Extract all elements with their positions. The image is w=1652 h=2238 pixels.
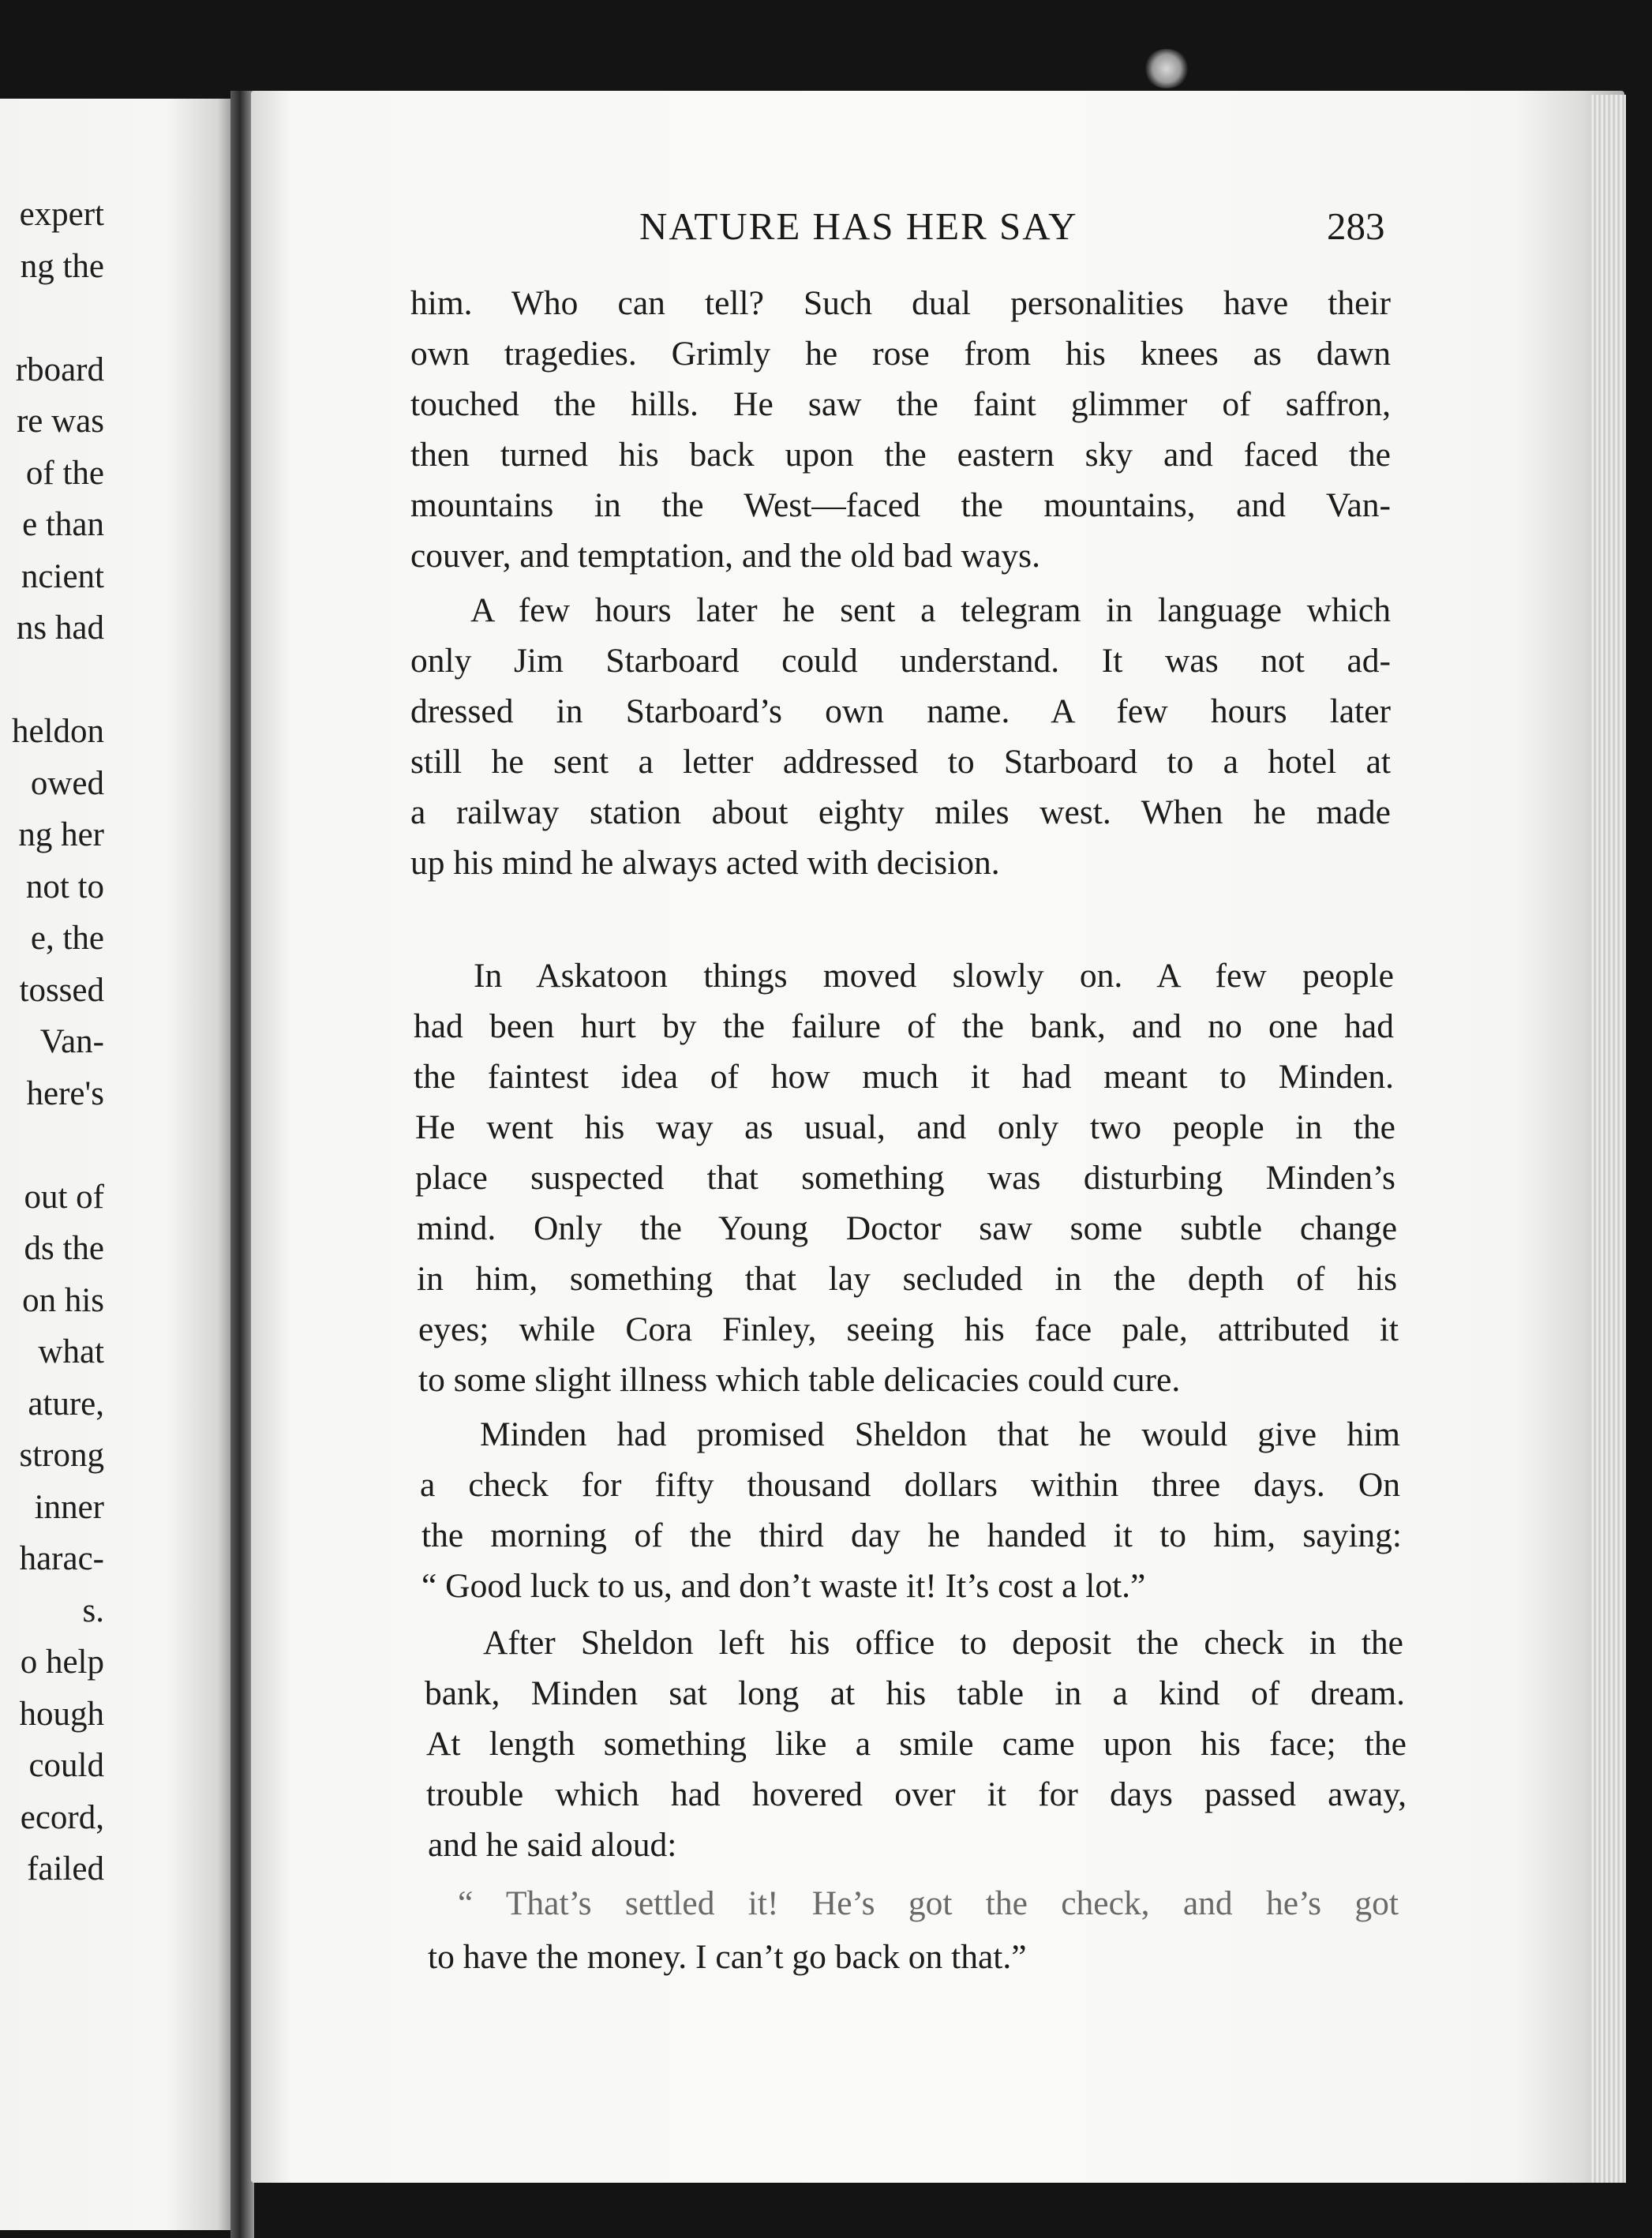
previous-page-line: on his — [22, 1281, 104, 1319]
text-line: bank, Minden sat long at his table in a kind of dream. — [425, 1674, 1405, 1712]
text-line: dressed in Starboard’s own name. A few hours later — [410, 692, 1391, 730]
text-line: and he said aloud: — [428, 1826, 677, 1864]
text-line: to some slight illness which table delicacies could cure. — [418, 1361, 1181, 1399]
previous-page-line: inner — [34, 1488, 104, 1526]
previous-page-line: e than — [22, 506, 104, 543]
previous-page-line: re was — [16, 403, 104, 440]
previous-page-line: out of — [24, 1178, 104, 1216]
text-line: mind. Only the Young Doctor saw some subtle change — [417, 1209, 1397, 1247]
text-line: eyes; while Cora Finley, seeing his face pale, attributed it — [418, 1310, 1399, 1348]
text-line: He went his way as usual, and only two people in the — [415, 1108, 1395, 1146]
previous-page-line: rboard — [15, 351, 104, 388]
previous-page-line: harac- — [19, 1540, 104, 1577]
text-line: place suspected that something was disturbing Minden’s — [415, 1159, 1395, 1197]
text-line: a check for fifty thousand dollars within three days. On — [420, 1466, 1400, 1504]
text-line: “ Good luck to us, and don’t waste it! It’s cost a lot.” — [421, 1567, 1146, 1605]
text-line: In Askatoon things moved slowly on. A few people — [474, 957, 1394, 995]
previous-page-line: owed — [30, 764, 104, 802]
previous-page-line: heldon — [11, 713, 104, 750]
text-line: in him, something that lay secluded in the depth of his — [417, 1260, 1397, 1298]
running-header: NATURE HAS HER SAY — [639, 204, 1078, 248]
text-line: had been hurt by the failure of the bank, and no one had — [414, 1007, 1394, 1045]
previous-page-line: failed — [27, 1850, 104, 1887]
text-line: to have the money. I can’t go back on that.” — [428, 1938, 1027, 1976]
previous-page-fragment — [0, 99, 237, 2230]
previous-page-line: ds the — [24, 1230, 104, 1267]
previous-page-line: ns had — [16, 609, 104, 647]
text-line: At length something like a smile came upon his face; the — [426, 1725, 1407, 1763]
previous-page-line: tossed — [19, 971, 104, 1009]
page-number: 283 — [1327, 204, 1385, 248]
previous-page-line: e, the — [30, 920, 104, 957]
previous-page-line: s. — [82, 1591, 104, 1629]
previous-page-line: o help — [20, 1644, 104, 1681]
previous-page-line: could — [28, 1747, 104, 1784]
dust-speck — [1143, 49, 1190, 88]
previous-page-line: Van- — [39, 1023, 104, 1060]
previous-page-line: strong — [19, 1437, 104, 1474]
text-line: the morning of the third day he handed it to him, saying: — [421, 1516, 1402, 1554]
previous-page-line: expert — [19, 196, 104, 233]
text-line: A few hours later he sent a telegram in language which — [470, 591, 1391, 629]
text-line: up his mind he always acted with decision. — [410, 844, 1000, 882]
previous-page-line: ecord, — [20, 1798, 104, 1836]
text-line: a railway station about eighty miles west. When he made — [410, 793, 1391, 831]
text-line: the faintest idea of how much it had meant to Minden. — [414, 1058, 1394, 1096]
text-line: mountains in the West—faced the mountains, and Van- — [410, 486, 1391, 524]
previous-page-line: ature, — [28, 1385, 104, 1423]
text-line: still he sent a letter addressed to Starboard to a hotel at — [410, 743, 1391, 781]
text-line: couver, and temptation, and the old bad ways. — [410, 537, 1040, 575]
previous-page-line: what — [38, 1333, 104, 1370]
previous-page-line: ng her — [18, 816, 104, 853]
page-edge — [1590, 95, 1626, 2183]
previous-page-line: ncient — [21, 557, 104, 595]
text-line: “ That’s settled it! He’s got the check, and he’s got — [458, 1884, 1399, 1922]
text-line: then turned his back upon the eastern sky and faced the — [410, 436, 1391, 474]
previous-page-line: here's — [26, 1074, 104, 1112]
text-line: Minden had promised Sheldon that he would give him — [480, 1415, 1400, 1453]
text-line: trouble which had hovered over it for days passed away, — [426, 1775, 1407, 1813]
previous-page-line: of the — [25, 454, 104, 492]
previous-page-line: ng the — [20, 247, 104, 285]
previous-page-line: not to — [25, 868, 104, 905]
text-line: only Jim Starboard could understand. It was not ad- — [410, 642, 1391, 680]
text-line: him. Who can tell? Such dual personalities have their — [410, 284, 1391, 322]
text-line: touched the hills. He saw the faint glimmer of saffron, — [410, 385, 1391, 423]
text-line: own tragedies. Grimly he rose from his knees as dawn — [410, 335, 1391, 373]
previous-page-line: hough — [19, 1695, 104, 1733]
text-line: After Sheldon left his office to deposit the check in the — [483, 1624, 1403, 1662]
